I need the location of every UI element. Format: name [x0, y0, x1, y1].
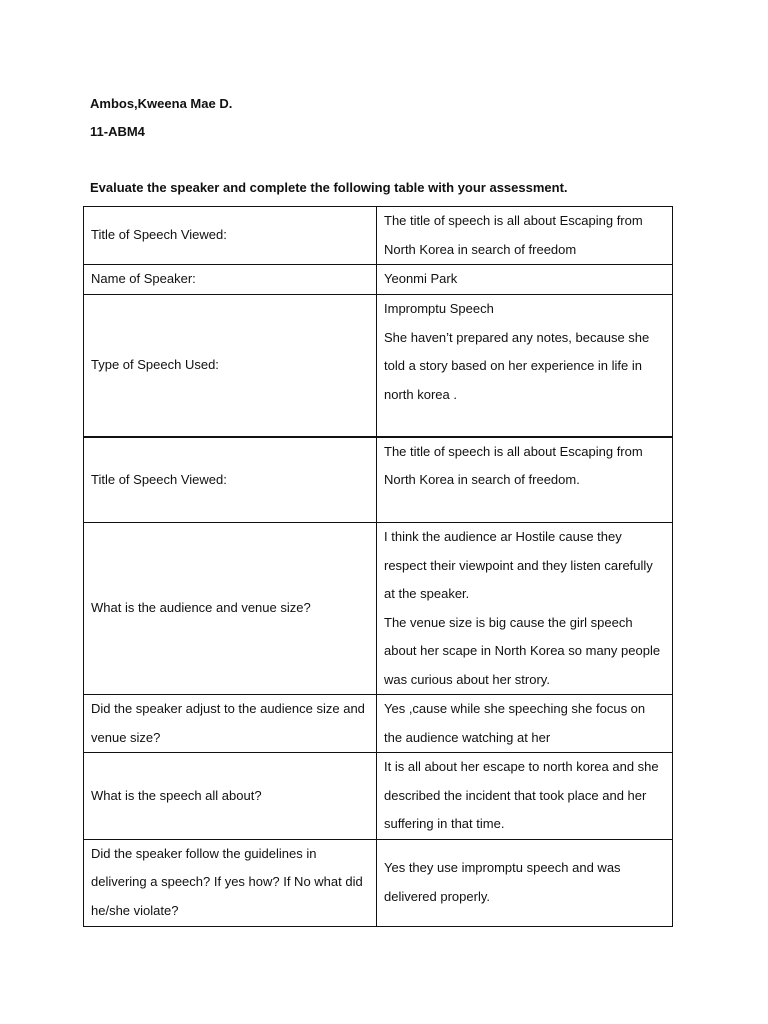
answer-text: It is all about her escape to north korea and she described the incident that took place and her suffering in that time. — [384, 759, 659, 831]
question-cell: What is the audience and venue size? — [84, 523, 377, 695]
question-cell: Title of Speech Viewed: — [84, 207, 377, 265]
answer-text: Yes they use impromptu speech and was delivered properly. — [384, 860, 621, 904]
answer-text: Yeonmi Park — [384, 271, 458, 286]
answer-cell — [377, 207, 673, 265]
answer-text: The title of speech is all about Escaping from North Korea in search of freedom. — [384, 443, 643, 487]
table-row — [84, 839, 673, 926]
student-name: Ambos,Kweena Mae D. — [90, 96, 233, 111]
question-cell: Did the speaker follow the guidelines in delivering a speech? If yes how? If No what did he/she violate? — [84, 839, 377, 926]
answer-cell — [377, 523, 673, 695]
answer-text: Impromptu Speech — [384, 301, 494, 316]
table-row — [84, 265, 673, 295]
question-cell: What is the speech all about? — [84, 753, 377, 840]
instructions-text: Evaluate the speaker and complete the following table with your assessment. — [90, 180, 568, 195]
table-row — [84, 695, 673, 753]
question-cell: Name of Speaker: — [84, 265, 377, 295]
question-cell: Type of Speech Used: — [84, 295, 377, 437]
answer-cell — [377, 295, 673, 437]
answer-cell — [377, 839, 673, 926]
table-row — [84, 523, 673, 695]
table-row — [84, 753, 673, 840]
answer-cell — [377, 265, 673, 295]
answer-text: Yes ,cause while she speeching she focus on the audience watching at her — [384, 701, 646, 745]
table-row — [84, 295, 673, 437]
answer-cell — [377, 437, 673, 523]
table-row — [84, 437, 673, 523]
answer-text: The venue size is big cause the girl speech about her scape in North Korea so many people was curious about her strory. — [384, 614, 661, 687]
table-row — [84, 207, 673, 265]
question-cell: Title of Speech Viewed: — [84, 437, 377, 523]
answer-text: I think the audience ar Hostile cause they respect their viewpoint and they listen carefully at the speaker. — [384, 529, 653, 601]
student-section: 11-ABM4 — [90, 124, 145, 139]
answer-text: She haven’t prepared any notes, because she told a story based on her experience in life in north korea . — [384, 329, 650, 402]
answer-text: The title of speech is all about Escaping from North Korea in search of freedom — [384, 213, 643, 257]
assessment-table — [83, 206, 673, 927]
answer-cell — [377, 753, 673, 840]
question-cell: Did the speaker adjust to the audience size and venue size? — [84, 695, 377, 753]
answer-cell — [377, 695, 673, 753]
